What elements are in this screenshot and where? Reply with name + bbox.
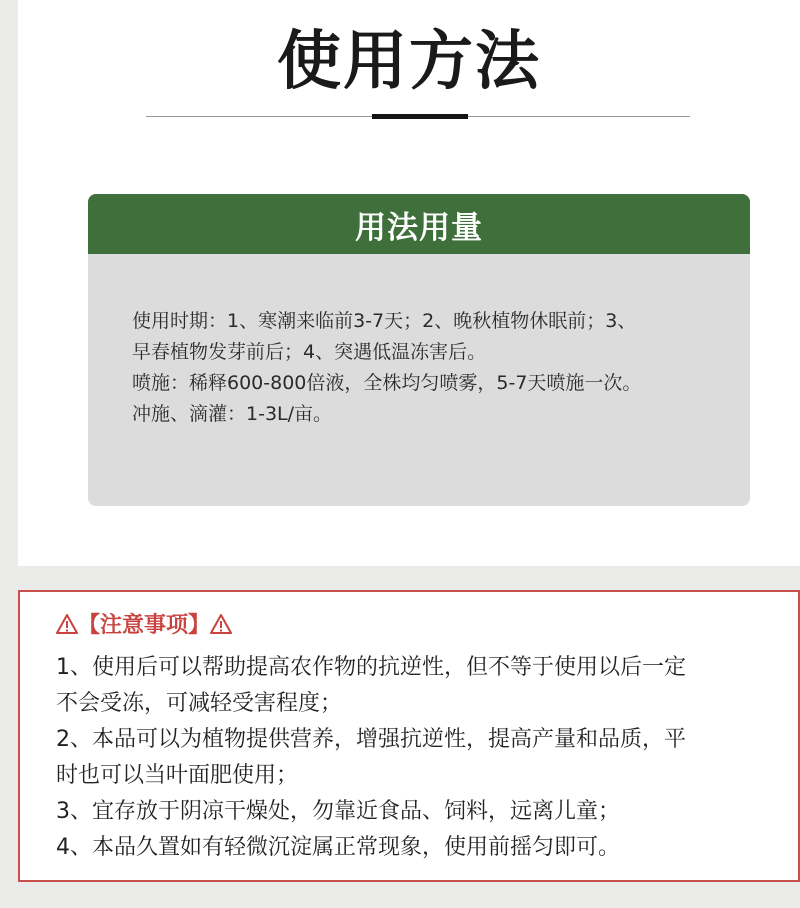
page-title: 使用方法 xyxy=(277,24,541,99)
warning-triangle-icon xyxy=(210,613,232,635)
notice-line: 时也可以当叶面肥使用； xyxy=(56,763,299,788)
usage-line: 冲施、滴灌：1-3L/亩。 xyxy=(132,403,333,425)
notice-box xyxy=(18,590,800,882)
title-divider-accent xyxy=(372,114,468,119)
usage-line: 早春植物发芽前后；4、突遇低温冻害后。 xyxy=(132,341,487,363)
notice-title xyxy=(56,608,232,639)
notice-line: 3、宜存放于阴凉干燥处，勿靠近食品、饲料，远离儿童； xyxy=(56,799,620,824)
notice-title-text: 【注意事项】 xyxy=(78,613,211,638)
usage-panel-body xyxy=(88,254,750,430)
notice-line: 不会受冻，可减轻受害程度； xyxy=(56,691,343,716)
usage-line: 使用时期：1、寒潮来临前3-7天；2、晚秋植物休眠前；3、 xyxy=(132,310,637,332)
usage-section xyxy=(18,0,800,566)
usage-panel-title: 用法用量 xyxy=(355,209,483,246)
usage-line: 喷施：稀释600-800倍液，全株均匀喷雾，5-7天喷施一次。 xyxy=(132,372,642,394)
notice-line: 4、本品久置如有轻微沉淀属正常现象，使用前摇匀即可。 xyxy=(56,835,620,860)
notice-line: 2、本品可以为植物提供营养，增强抗逆性，提高产量和品质，平 xyxy=(56,727,686,752)
warning-triangle-icon xyxy=(56,613,78,635)
notice-line: 1、使用后可以帮助提高农作物的抗逆性，但不等于使用以后一定 xyxy=(56,655,686,680)
notice-body xyxy=(56,650,796,866)
usage-panel-header xyxy=(88,194,750,254)
usage-panel xyxy=(88,194,750,506)
